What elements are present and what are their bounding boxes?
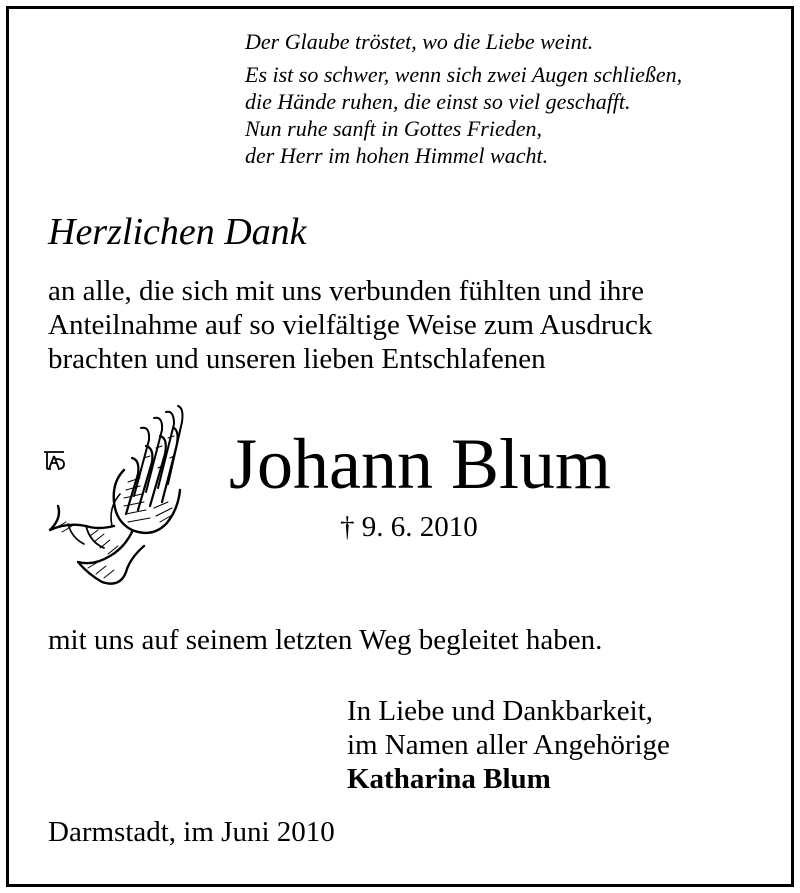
place-and-date: Darmstadt, im Juni 2010 <box>48 816 335 848</box>
intro-line-3: brachten und unseren lieben Entschlafenen <box>48 343 546 375</box>
intro-line-2: Anteilnahme auf so vielfältige Weise zum Ausdruck <box>48 309 653 341</box>
praying-hands-icon <box>28 398 196 590</box>
motto-block <box>245 28 682 169</box>
verse-line-4: der Herr im hohen Himmel wacht. <box>245 143 549 168</box>
intro-line-1: an alle, die sich mit uns verbunden fühlten und ihre <box>48 275 644 307</box>
motto-line: Der Glaube tröstet, wo die Liebe weint. <box>245 29 594 54</box>
verse-line-1: Es ist so schwer, wenn sich zwei Augen schließen, <box>245 62 683 87</box>
signatory-name: Katharina Blum <box>347 763 551 795</box>
intro-text <box>48 274 652 376</box>
signature-block <box>347 694 670 796</box>
thanks-heading: Herzlichen Dank <box>48 211 307 253</box>
verse-line-3: Nun ruhe sanft in Gottes Frieden, <box>245 116 542 141</box>
verse-line-2: die Hände ruhen, die einst so viel geschafft. <box>245 89 631 114</box>
death-date: † 9. 6. 2010 <box>340 511 478 543</box>
signature-line-2: im Namen aller Angehörige <box>347 729 670 761</box>
closing-text: mit uns auf seinem letzten Weg begleitet haben. <box>48 624 603 656</box>
signature-line-1: In Liebe und Dankbarkeit, <box>347 695 654 727</box>
deceased-name: Johann Blum <box>229 424 612 504</box>
